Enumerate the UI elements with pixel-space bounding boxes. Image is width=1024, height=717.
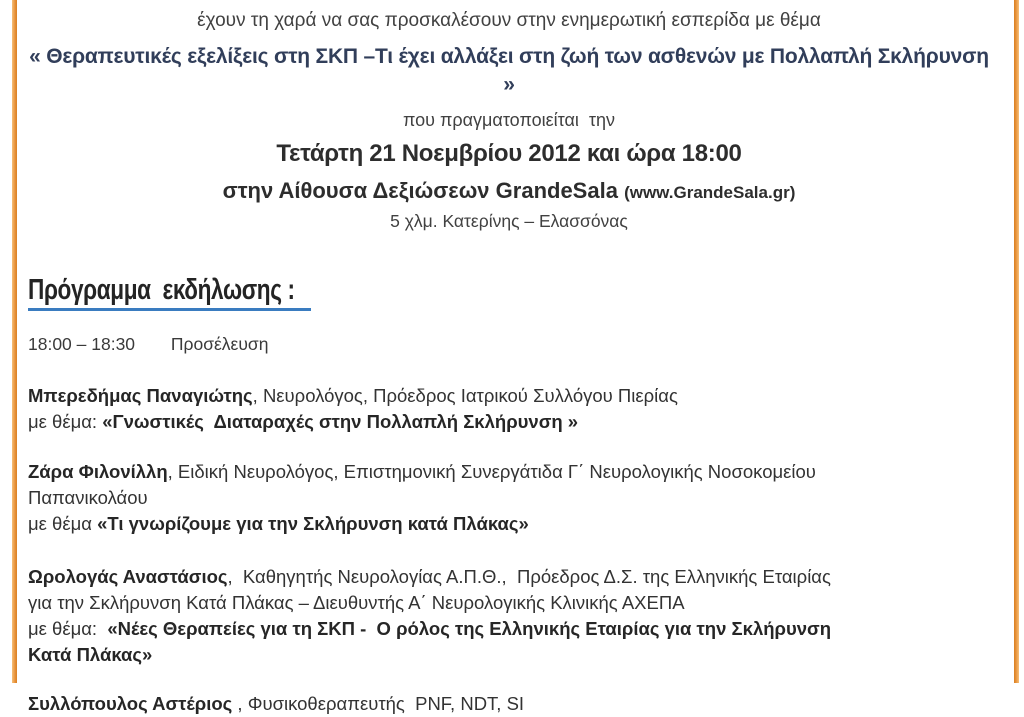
topic-text: «Τι γνωρίζουμε για την Σκλήρυνση κατά Πλάκας» bbox=[97, 513, 529, 534]
speaker-topic-line bbox=[28, 616, 990, 642]
event-venue-line bbox=[28, 176, 990, 208]
speaker-name: Μπερεδήμας Παναγιώτης bbox=[28, 385, 253, 406]
speaker-topic-line bbox=[28, 511, 990, 537]
speaker-credentials-line-2: Παπανικολάου bbox=[28, 487, 148, 508]
speaker-credentials-line bbox=[28, 564, 990, 590]
program-heading-text: Πρόγραμμα εκδήλωσης : bbox=[28, 274, 295, 306]
speaker-credentials: , Ειδική Νευρολόγος, Επιστημονική Συνεργάτιδα Γ΄ Νευρολογικής Νοσοκομείου bbox=[167, 461, 816, 482]
speaker-credentials-line bbox=[28, 459, 990, 485]
speaker-entry-1 bbox=[28, 383, 990, 435]
speaker-credentials-line bbox=[28, 691, 990, 717]
program-heading bbox=[28, 273, 990, 311]
page-border-right bbox=[1014, 0, 1019, 683]
venue-url: (www.GrandeSala.gr) bbox=[624, 183, 796, 202]
speaker-entry-2 bbox=[28, 459, 990, 537]
event-address: 5 χλμ. Κατερίνης – Ελασσόνας bbox=[390, 211, 628, 231]
intro-line: έχουν τη χαρά να σας προσκαλέσουν στην ενημερωτική εσπερίδα με θέμα bbox=[197, 10, 821, 31]
venue-name: στην Αίθουσα Δεξιώσεων GrandeSala bbox=[222, 178, 618, 203]
topic-text: «Γνωστικές Διαταραχές στην Πολλαπλή Σκλήρυνση » bbox=[102, 411, 579, 432]
speaker-topic-line bbox=[28, 409, 990, 435]
topic-prefix: με θέμα bbox=[28, 513, 98, 534]
flyer-content bbox=[28, 0, 995, 717]
speaker-credentials: , Φυσικοθεραπευτής PNF, NDT, SI bbox=[232, 693, 525, 714]
topic-prefix: με θέμα: bbox=[28, 411, 103, 432]
speaker-topic-line-2: Κατά Πλάκας» bbox=[28, 644, 153, 665]
speaker-entry-4 bbox=[28, 691, 990, 717]
speaker-name: Ωρολογάς Αναστάσιος bbox=[28, 566, 228, 587]
event-title: « Θεραπευτικές εξελίξεις στη ΣΚΠ –Τι έχει αλλάξει στη ζωή των ασθενών με Πολλαπλή Σκλήρυνση » bbox=[29, 45, 995, 96]
speaker-name: Ζάρα Φιλονίλλη bbox=[28, 461, 168, 482]
schedule-time: 18:00 – 18:30 bbox=[28, 334, 136, 354]
subtitle-line: που πραγματοποιείται την bbox=[402, 110, 616, 130]
schedule-activity: Προσέλευση bbox=[170, 334, 269, 354]
page-border-left bbox=[12, 0, 17, 683]
schedule-row bbox=[28, 333, 990, 356]
topic-text: «Νέες Θεραπείες για τη ΣΚΠ - Ο ρόλος της Ελληνικής Εταιρίας για την Σκλήρυνση bbox=[107, 618, 831, 639]
speaker-entry-3 bbox=[28, 564, 990, 668]
program-heading-underline bbox=[28, 308, 311, 311]
speaker-name: Συλλόπουλος Αστέριος bbox=[28, 693, 233, 714]
speaker-credentials-line-2: για την Σκλήρυνση Κατά Πλάκας – Διευθυντής Α΄ Νευρολογικής Κλινικής ΑΧΕΠΑ bbox=[28, 592, 685, 613]
event-datetime: Τετάρτη 21 Νοεμβρίου 2012 και ώρα 18:00 bbox=[276, 140, 742, 167]
topic-prefix: με θέμα: bbox=[28, 618, 108, 639]
speaker-credentials: , Καθηγητής Νευρολογίας Α.Π.Θ., Πρόεδρος Δ.Σ. της Ελληνικής Εταιρίας bbox=[227, 566, 831, 587]
speaker-credentials: , Νευρολόγος, Πρόεδρος Ιατρικού Συλλόγου Πιερίας bbox=[252, 385, 678, 406]
speaker-credentials-line bbox=[28, 383, 990, 409]
